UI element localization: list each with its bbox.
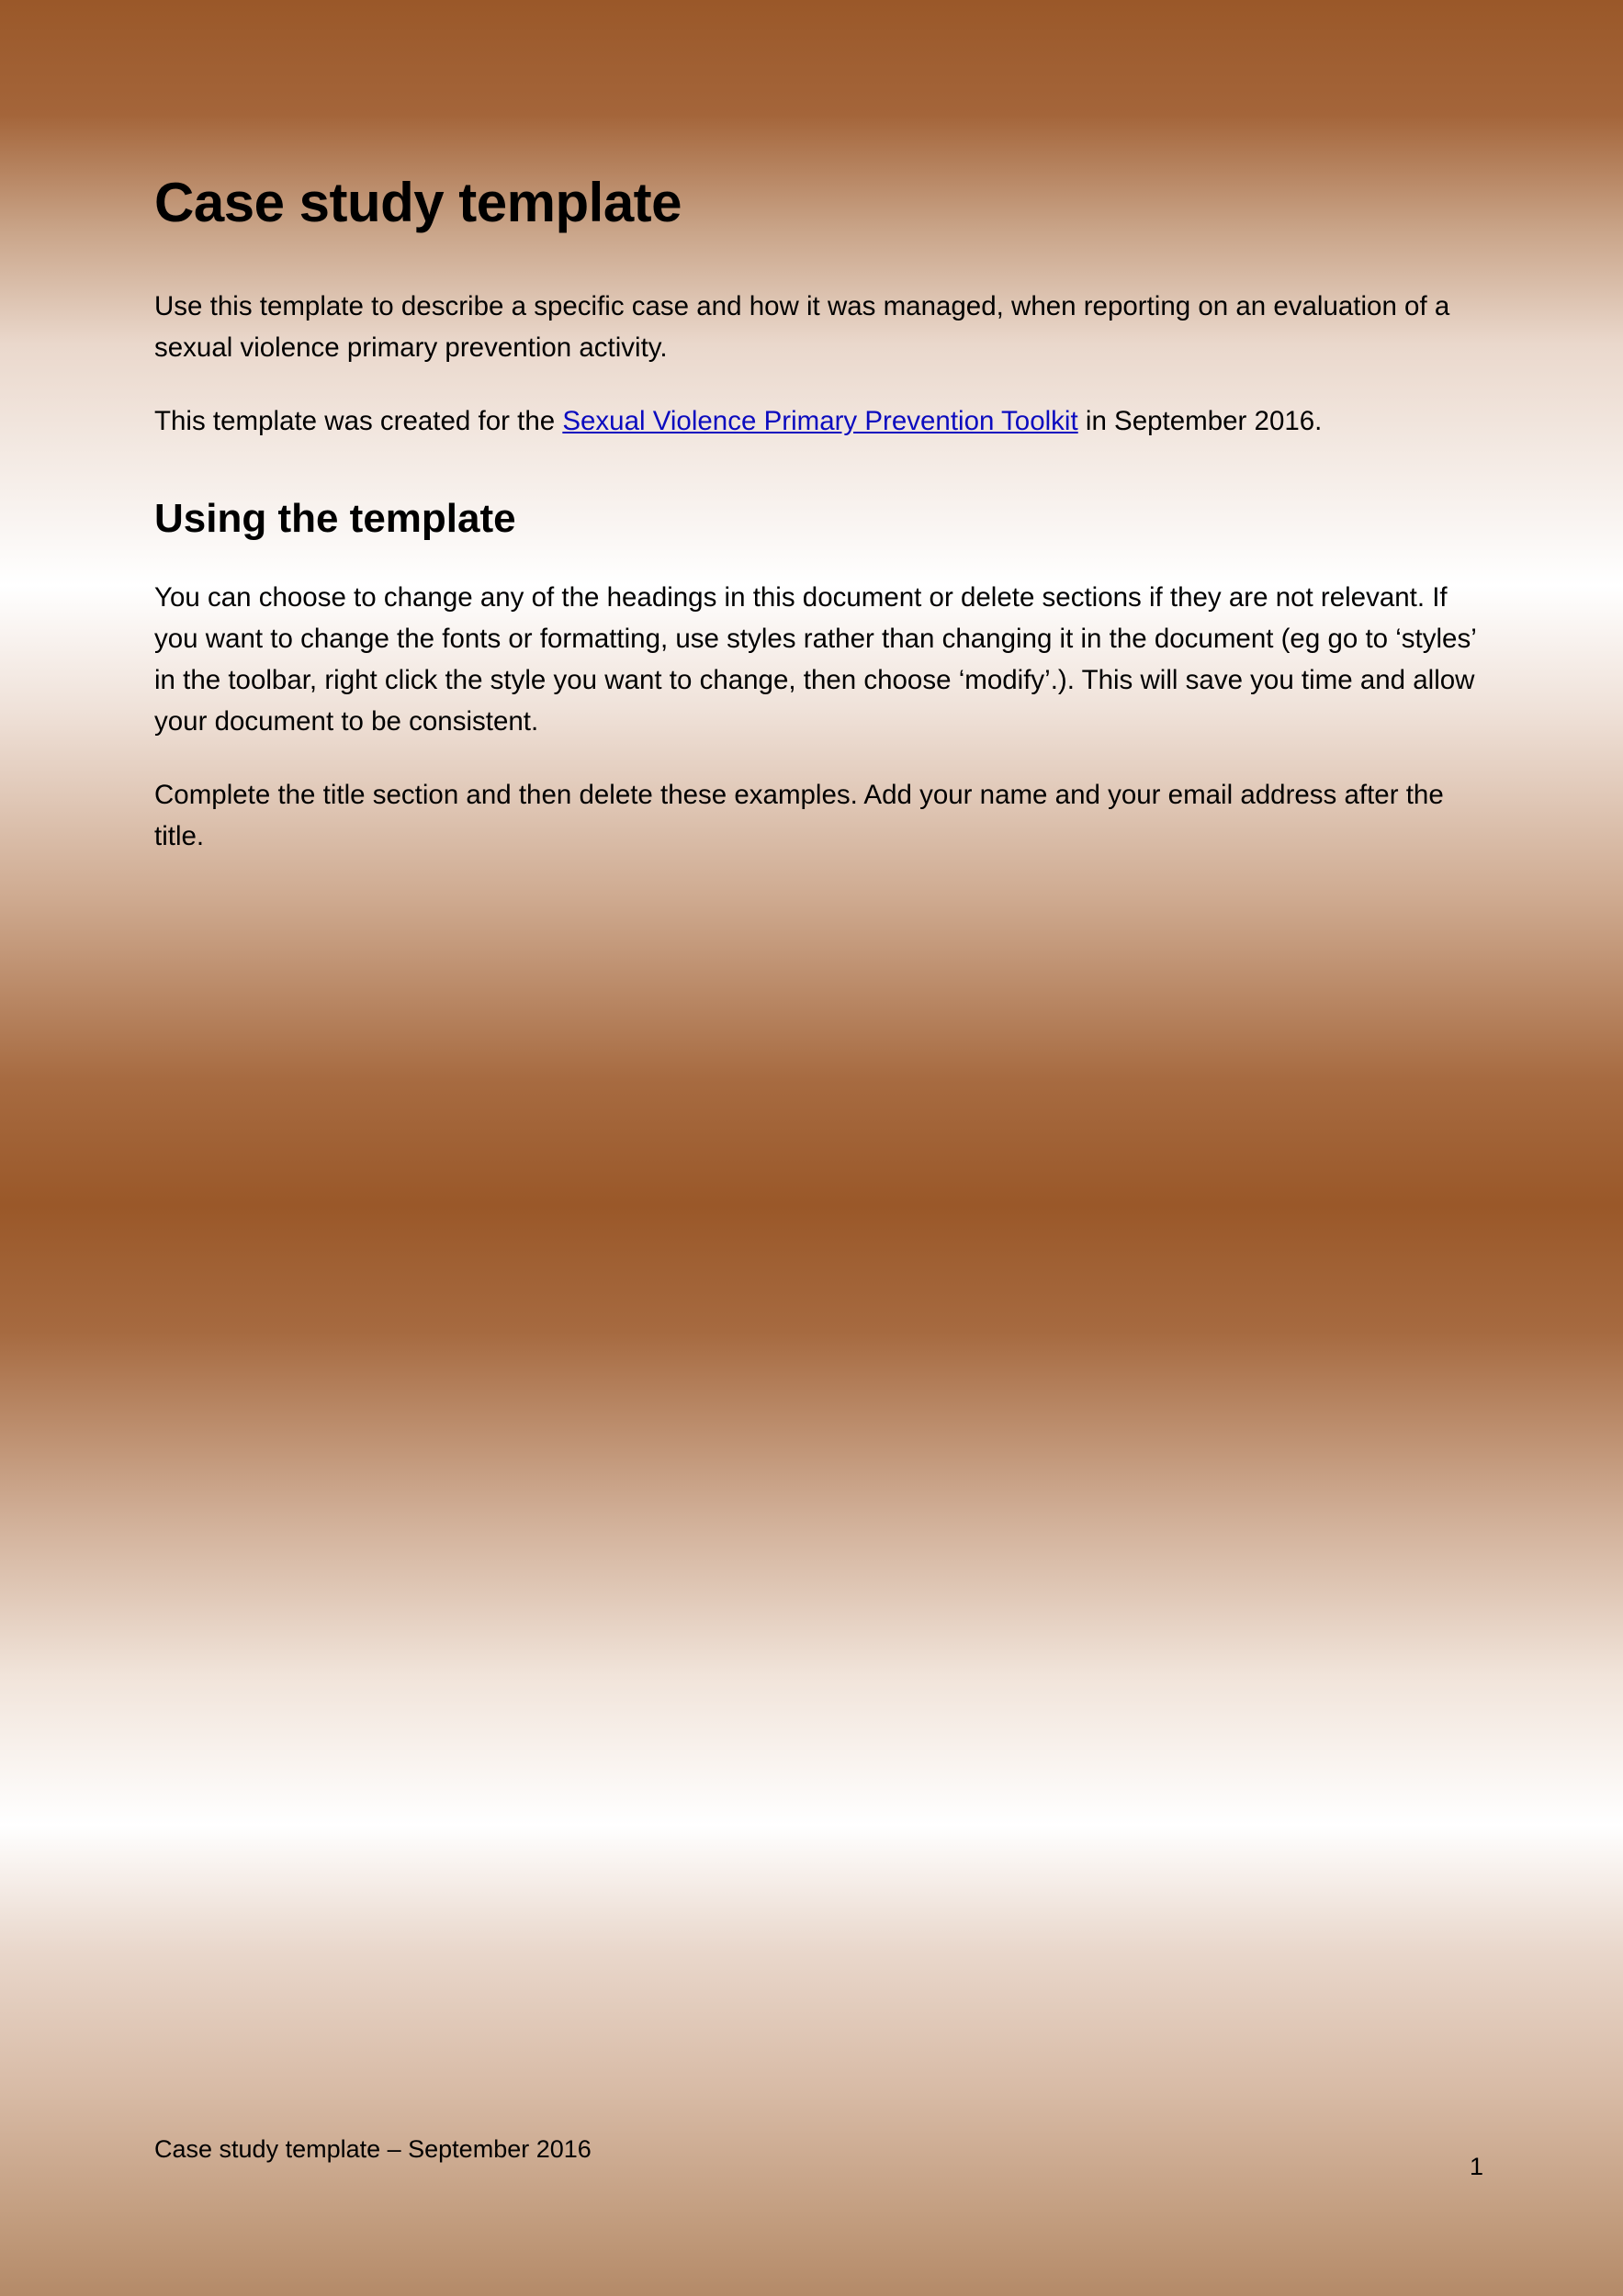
page-number: 1 <box>1470 2153 1484 2180</box>
created-text-after-link: in September 2016. <box>1077 406 1323 436</box>
section-paragraph-1: You can choose to change any of the headings in this document or delete sections if they are not relevant. If you want to change the fonts or formatting, use styles rather than changing it in the document (eg go to ‘styles’ in the toolbar, right click the style you want to change, then choose ‘modify’.). This will save you time and allow your document to be consistent. <box>154 581 1476 737</box>
section-paragraph-2: Complete the title section and then delete these examples. Add your name and your email address after the title. <box>154 779 1444 851</box>
created-paragraph <box>154 400 1477 442</box>
section-heading: Using the template <box>154 496 516 541</box>
document-title: Case study template <box>154 172 682 233</box>
toolkit-link[interactable]: Sexual Violence Primary Prevention Toolkit <box>562 406 1078 436</box>
intro-paragraph: Use this template to describe a specific case and how it was managed, when reporting on an evaluation of a sexual violence primary prevention activity. <box>154 291 1450 363</box>
footer-text: Case study template – September 2016 <box>154 2135 592 2163</box>
document-body <box>154 170 1477 889</box>
created-text-before-link: This template was created for the <box>154 406 563 436</box>
